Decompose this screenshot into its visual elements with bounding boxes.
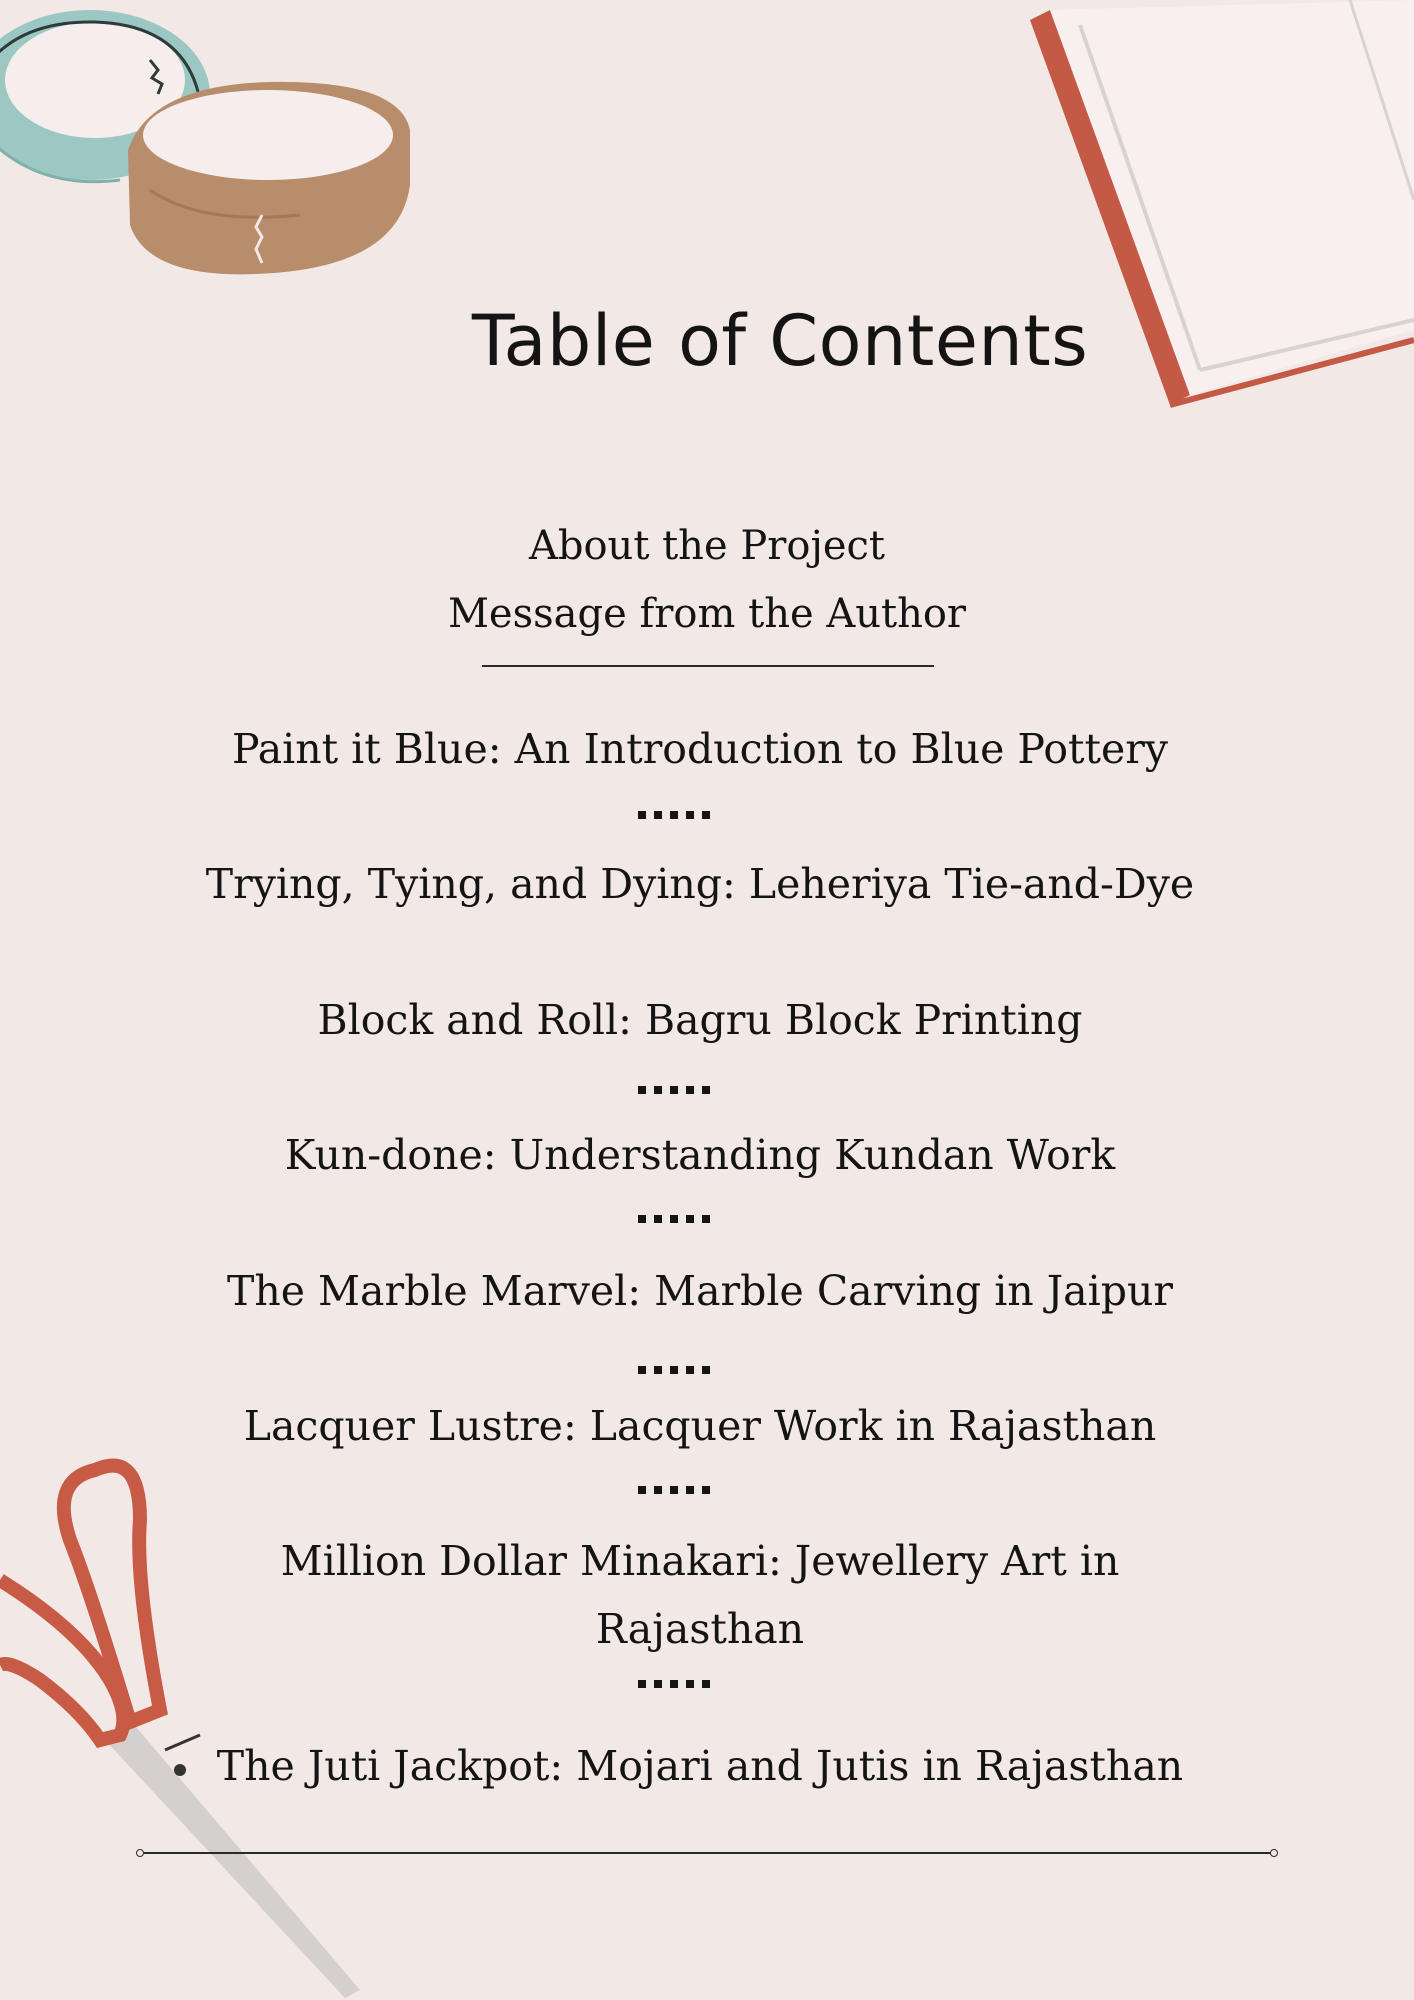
toc-entry-blue-pottery[interactable]: Paint it Blue: An Introduction to Blue Pottery	[231, 725, 1169, 773]
toc-entry-bagru-block-printing[interactable]: Block and Roll: Bagru Block Printing	[317, 996, 1083, 1044]
dot-separator	[638, 1086, 710, 1094]
dot-separator	[638, 1215, 710, 1223]
toc-entry-minakari-cont[interactable]: Rajasthan	[595, 1605, 805, 1653]
page-title: Table of Contents	[471, 300, 1089, 382]
toc-entry-juti-mojari[interactable]: The Juti Jackpot: Mojari and Jutis in Rajasthan	[216, 1742, 1184, 1790]
toc-entry-leheriya[interactable]: Trying, Tying, and Dying: Leheriya Tie-and-Dye	[205, 860, 1195, 908]
dot-separator	[638, 1366, 710, 1374]
dot-separator	[638, 811, 710, 819]
masking-tape-icon	[0, 0, 430, 310]
toc-entry-kundan-work[interactable]: Kun-done: Understanding Kundan Work	[284, 1131, 1116, 1179]
section-divider	[482, 665, 934, 667]
dot-separator	[638, 1680, 710, 1688]
footer-divider	[144, 1852, 1270, 1854]
toc-entry-minakari[interactable]: Million Dollar Minakari: Jewellery Art in	[280, 1537, 1120, 1585]
front-matter-list	[207, 512, 1207, 648]
toc-entry-about-project[interactable]: About the Project	[528, 523, 885, 569]
dot-separator	[638, 1486, 710, 1494]
toc-entry-lacquer-work[interactable]: Lacquer Lustre: Lacquer Work in Rajasthan	[243, 1402, 1157, 1450]
toc-entry-message-author[interactable]: Message from the Author	[447, 591, 967, 637]
toc-entry-marble-carving[interactable]: The Marble Marvel: Marble Carving in Jaipur	[227, 1267, 1173, 1315]
